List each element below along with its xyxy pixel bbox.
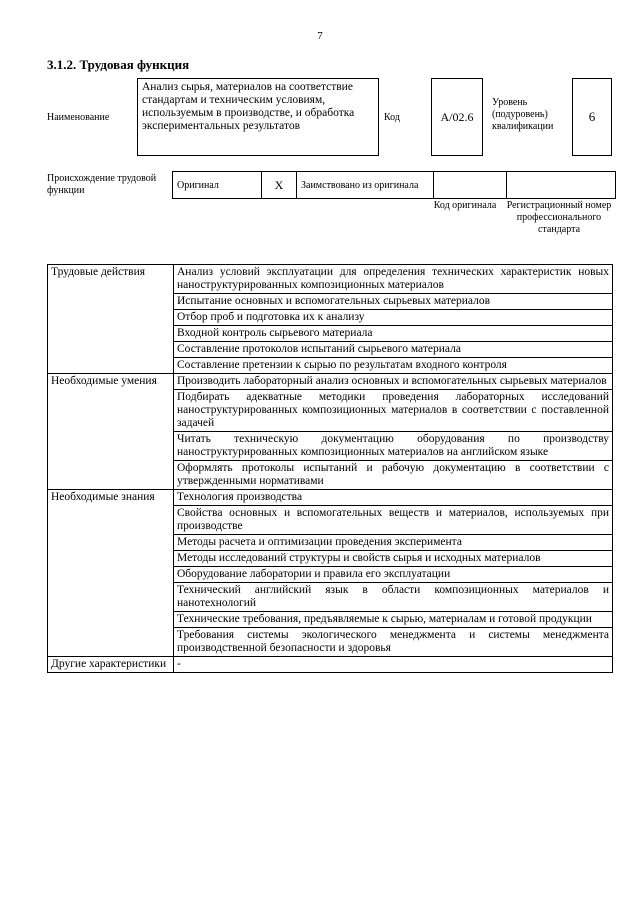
section-item: Оборудование лаборатории и правила его эксплуатации [174,567,613,583]
name-label: Наименование [47,112,110,123]
section-item: Технология производства [174,490,613,506]
section-item: Подбирать адекватные методики проведения лабораторных исследований наноструктурированных композиционных материалов в соответствии с поставленной задачей [174,390,613,432]
origin-reg-cell [507,172,616,199]
section-heading: Другие характеристики [48,657,174,673]
section-item: Читать техническую документацию оборудования по производству наноструктурированных композиционных материалов на английском языке [174,432,613,461]
origin-label: Происхождение трудовой функции [47,173,157,196]
section-item: Входной контроль сырьевого материала [174,326,613,342]
code-label: Код [384,112,400,123]
code-box: A/02.6 [431,78,483,156]
section-heading: Необходимые умения [48,374,174,490]
section-item: Технический английский язык в области композиционных материалов и нанотехнологий [174,583,613,612]
table-row [48,374,613,390]
level-box: 6 [572,78,612,156]
section-item: Требования системы экологического менеджмента и системы менеджмента производственной безопасности и здоровья [174,628,613,657]
requirements-table [47,264,613,673]
section-item: Испытание основных и вспомогательных сырьевых материалов [174,294,613,310]
section-heading: Необходимые знания [48,490,174,657]
section-item: Составление претензии к сырью по результатам входного контроля [174,358,613,374]
table-row [48,490,613,506]
original-label: Оригинал [173,172,262,199]
section-item: Отбор проб и подготовка их к анализу [174,310,613,326]
section-item: Анализ условий эксплуатации для определения технических характеристик новых наноструктурированных композиционных материалов [174,265,613,294]
section-item: Составление протоколов испытаний сырьевого материала [174,342,613,358]
page-number: 7 [317,30,323,42]
function-name-box: Анализ сырья, материалов на соответствие стандартам и техническим условиям, используемым в производстве, и обработка экспериментальных результатов [137,78,379,156]
origin-table [172,171,616,199]
table-row [48,657,613,673]
section-item: Методы расчета и оптимизации проведения эксперимента [174,535,613,551]
section-item: Производить лабораторный анализ основных и вспомогательных сырьевых материалов [174,374,613,390]
reg-caption: Регистрационный номер профессионального стандарта [506,200,612,235]
borrowed-label: Заимствовано из оригинала [297,172,434,199]
code-caption: Код оригинала [433,200,497,211]
section-title: 3.1.2. Трудовая функция [47,57,190,72]
section-item: Оформлять протоколы испытаний и рабочую документацию в соответствии с утвержденными нормативами [174,461,613,490]
section-item: Технические требования, предъявляемые к сырью, материалам и готовой продукции [174,612,613,628]
section-item: - [174,657,613,673]
level-label: Уровень (подуровень) квалификации [492,97,554,132]
section-item: Свойства основных и вспомогательных веществ и материалов, используемых при производстве [174,506,613,535]
table-row [48,265,613,294]
original-mark: X [262,172,297,199]
origin-code-cell [434,172,507,199]
section-item: Методы исследований структуры и свойств сырья и исходных материалов [174,551,613,567]
section-heading: Трудовые действия [48,265,174,374]
